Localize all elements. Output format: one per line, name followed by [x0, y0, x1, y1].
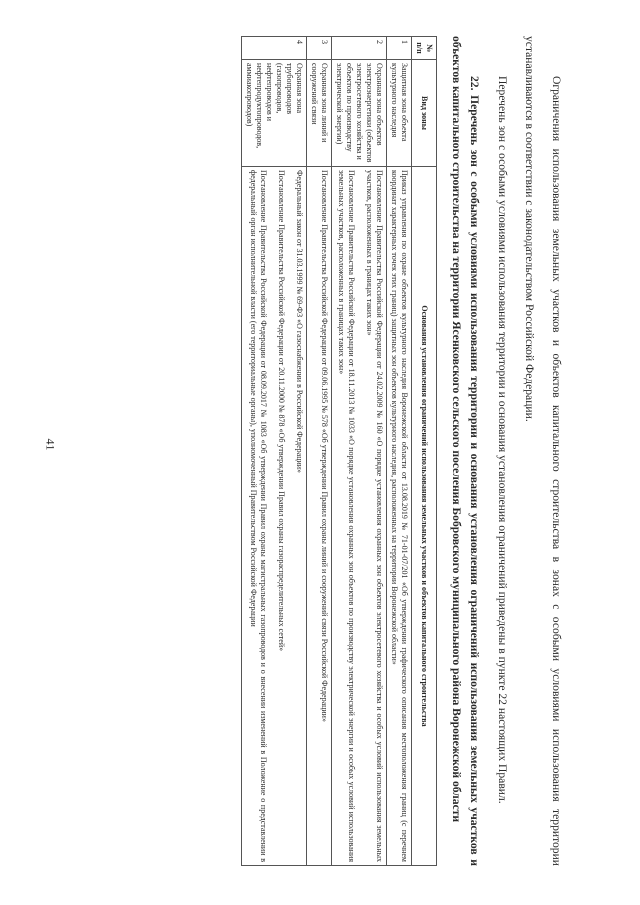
table-row	[332, 37, 387, 866]
header-basis: Основания установления ограничений использования земельных участков и объектов капитального строительства	[412, 167, 437, 866]
section-heading: 22. Перечень зон с особыми условиями использования территории и основания установления ограничений использования земельных участков и объектов капитального строительства на территории Ясенковского сельского поселения Бобровского муниципального района Воронежской области	[450, 36, 481, 866]
zone-kind: Охранная зона объектов электроэнергетики (объектов электросетевого хозяйства и объектов по производству электрической энергии)	[332, 60, 387, 167]
table-row	[307, 37, 332, 866]
table-header-row	[412, 37, 437, 866]
basis-document: Приказ управления по охране объектов культурного наследия Воронежской области от 13.08.2019 № 71-01-07/201 «Об утверждении графического описания местоположения границ (с перечнем координат характерных точек этих границ) защитных зон объектов культурного наследия, расположенных на территории Воронежской области»	[390, 170, 409, 862]
header-kind: Вид зоны	[412, 60, 437, 167]
row-number: 1	[387, 37, 412, 60]
intro-paragraph-1: Ограничения использования земельных участков и объектов капитального строительства в зонах с особыми условиями использования территории устанавливаются в соответствии с законодательством Российской Федерации.	[523, 36, 563, 866]
zone-kind: Защитная зона объекта культурного наследия	[387, 60, 412, 167]
table-body	[242, 37, 412, 866]
zone-kind: Охранная зона трубопроводов (газопроводов, нефтепроводов и нефтепродуктопроводов, аммиакопроводов)	[242, 60, 307, 167]
row-number: 4	[242, 37, 307, 60]
zone-basis	[242, 167, 307, 866]
zone-basis	[332, 167, 387, 866]
table-row	[242, 37, 307, 866]
zone-basis	[307, 167, 332, 866]
header-num: № п/п	[412, 37, 437, 60]
page-number: 41	[43, 438, 58, 451]
row-number: 3	[307, 37, 332, 60]
zone-kind: Охранная зона линий и сооружений связи	[307, 60, 332, 167]
page-content	[50, 36, 570, 866]
basis-document: Постановление Правительства Российской Федерации от 09.06.1995 № 578 «Об утверждении Правил охраны линий и сооружений связи Российской Федерации»	[320, 170, 329, 722]
basis-document: Постановление Правительства Российской Федерации от 08.09.2017 № 1083 «Об утверждении Правил охраны магистральных газопроводов и о внесении изменений в Положение о представлении в федеральный орган исполнительной власти (его территориальные органы), уполномоченный Правительством Российской Федерации	[249, 170, 268, 862]
basis-document: Постановление Правительства Российской Федерации от 18.11.2013 № 1033 «О порядке установления охранных зон объектов по производству электрической энергии и особых условий использования земельных участков, расположенных в границах таких зон»	[337, 170, 356, 862]
basis-document: Федеральный закон от 31.03.1999 № 69-ФЗ «О газоснабжении в Российской Федерации»	[295, 170, 304, 474]
row-number: 2	[332, 37, 387, 60]
table-row	[387, 37, 412, 866]
basis-document: Постановление Правительства Российской Федерации от 20.11.2000 № 878 «Об утверждении Правил охраны газораспределительных сетей»	[277, 170, 286, 652]
zone-basis	[387, 167, 412, 866]
restrictions-table	[241, 36, 437, 866]
basis-document: Постановление Правительства Российской Федерации от 24.02.2009 № 160 «О порядке установления охранных зон объектов электросетевого хозяйства и особых условий использования земельных участков, расположенных в границах таких зон»	[365, 170, 384, 862]
intro-paragraph-2: Перечень зон с особыми условиями использования территории и основания установления ограничений приведены в пункте 22 настоящих Правил.	[496, 76, 509, 804]
